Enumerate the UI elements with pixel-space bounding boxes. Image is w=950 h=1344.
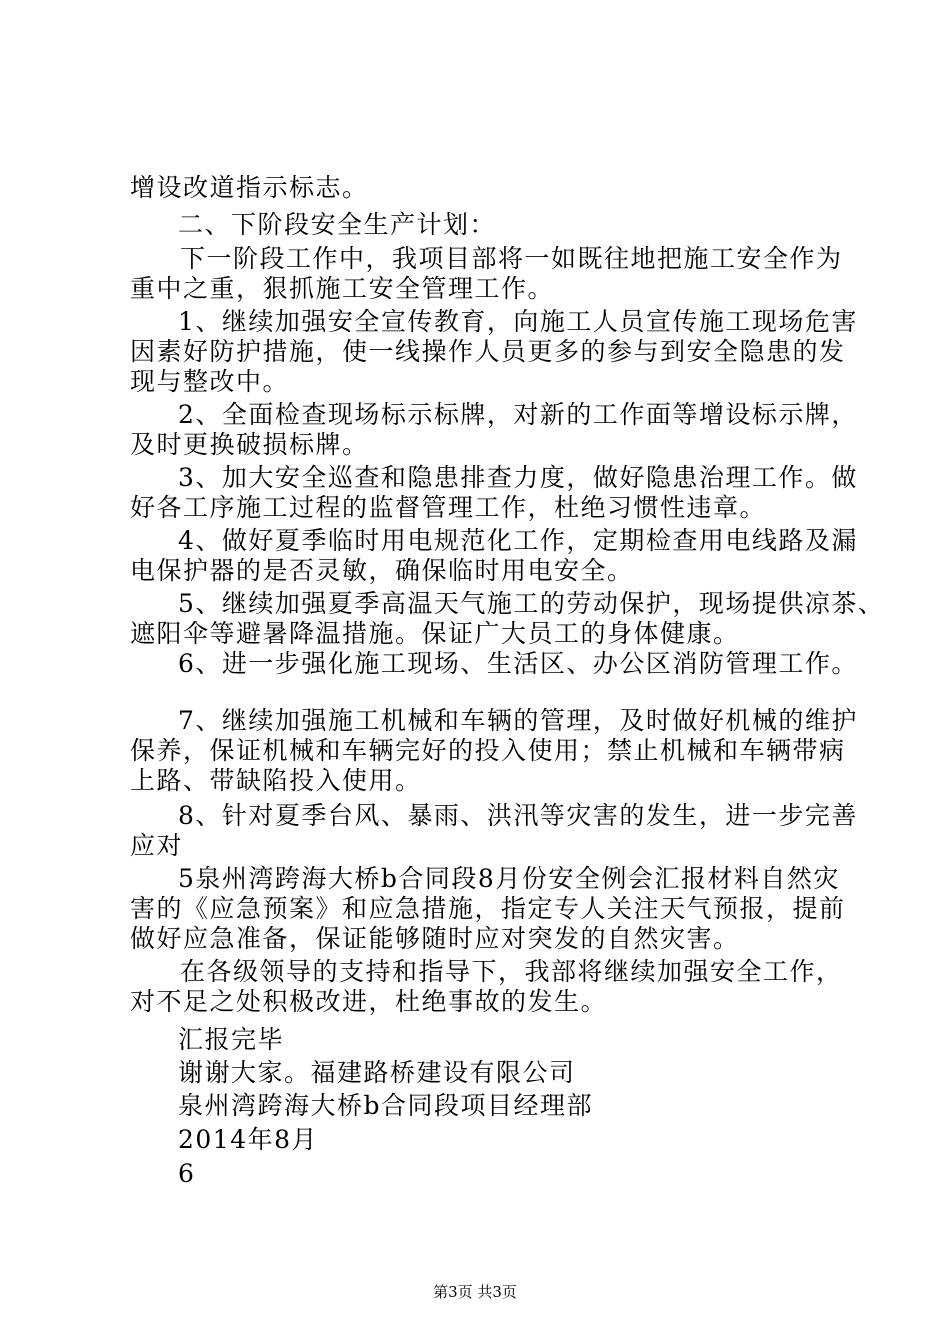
- closing-line: 汇报完毕: [178, 1025, 285, 1054]
- text-line: 及时更换破损标牌。: [130, 430, 369, 459]
- text-line: 1、继续加强安全宣传教育，向施工人员宣传施工现场危害: [178, 307, 858, 336]
- text-line: 2、全面检查现场标示标牌，对新的工作面等增设标示牌，: [178, 400, 858, 429]
- text-line: 3、加大安全巡查和隐患排查力度，做好隐患治理工作。做: [178, 463, 858, 492]
- text-line: 7、继续加强施工机械和车辆的管理，及时做好机械的维护: [178, 706, 858, 735]
- text-line: 5、继续加强夏季高温天气施工的劳动保护，现场提供凉茶、: [178, 589, 885, 618]
- text-line: 保养，保证机械和车辆完好的投入使用；禁止机械和车辆带病: [130, 736, 846, 765]
- text-line: 4、做好夏季临时用电规范化工作，定期检查用电线路及漏: [178, 526, 858, 555]
- text-line: 因素好防护措施，使一线操作人员更多的参与到安全隐患的发: [130, 337, 846, 366]
- text-line: 电保护器的是否灵敏，确保临时用电安全。: [130, 556, 634, 585]
- text-line: 下一阶段工作中，我项目部将一如既往地把施工安全作为: [180, 244, 843, 273]
- signature-department: 泉州湾跨海大桥b合同段项目经理部: [178, 1091, 594, 1120]
- text-line: 8、针对夏季台风、暴雨、洪汛等灾害的发生，进一步完善: [178, 801, 858, 830]
- text-line: 增设改道指示标志。: [130, 173, 369, 202]
- text-line: 5泉州湾跨海大桥b合同段8月份安全例会汇报材料自然灾: [178, 864, 840, 893]
- signature-date: 2014年8月: [178, 1125, 319, 1154]
- text-line: 在各级领导的支持和指导下，我部将继续加强安全工作，: [180, 957, 843, 986]
- text-line: 现与整改中。: [130, 367, 290, 396]
- text-line: 上路、带缺陷投入使用。: [130, 766, 422, 795]
- signature-company: 谢谢大家。福建路桥建设有限公司: [178, 1058, 576, 1087]
- text-line: 重中之重，狠抓施工安全管理工作。: [130, 274, 555, 303]
- text-line: 对不足之处积极改进，杜绝事故的发生。: [130, 987, 608, 1016]
- text-line: 应对: [130, 831, 184, 860]
- section-heading: 二、下阶段安全生产计划：: [178, 210, 497, 239]
- page-footer: 第3页 共3页: [433, 1283, 517, 1301]
- text-line: 做好应急准备，保证能够随时应对突发的自然灾害。: [130, 924, 740, 953]
- signature-day: 6: [178, 1159, 196, 1188]
- text-line: 好各工序施工过程的监督管理工作，杜绝习惯性违章。: [130, 493, 767, 522]
- text-line: 害的《应急预案》和应急措施，指定专人关注天气预报，提前: [130, 894, 846, 923]
- text-line: 6、进一步强化施工现场、生活区、办公区消防管理工作。: [178, 649, 858, 678]
- text-line: 遮阳伞等避暑降温措施。保证广大员工的身体健康。: [130, 619, 740, 648]
